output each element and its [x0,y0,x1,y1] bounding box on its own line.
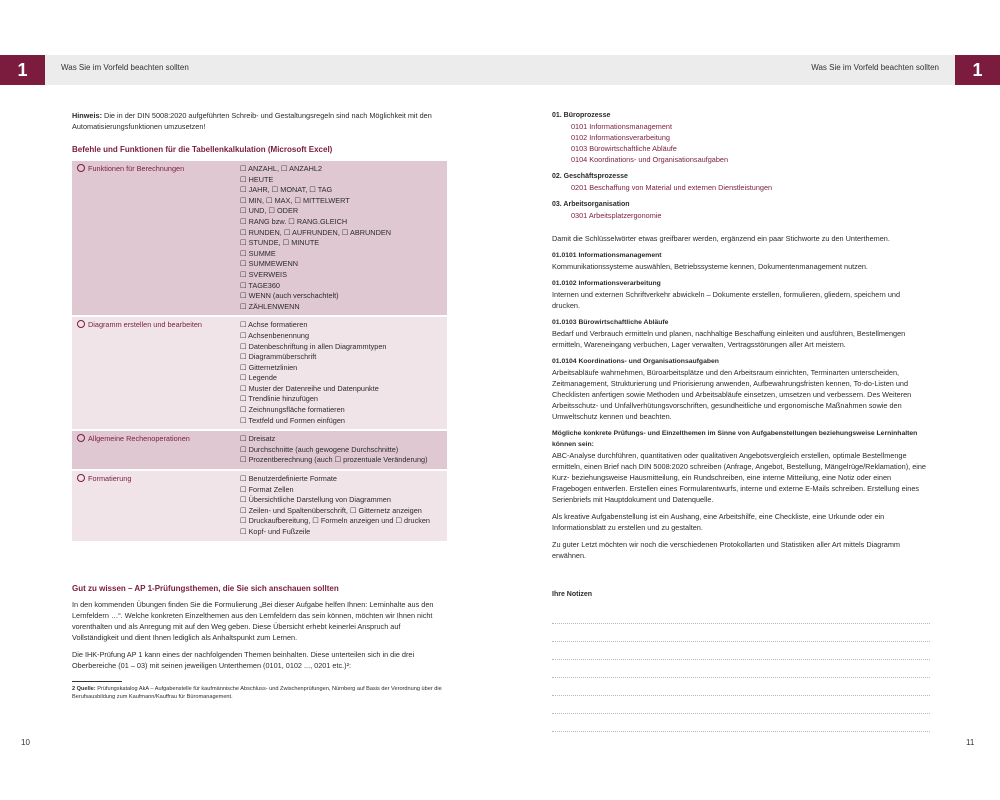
area-item: 0201 Beschaffung von Material und externen Dienstleistungen [571,183,773,192]
checklist-item: ☐ JAHR, ☐ MONAT, ☐ TAG [240,185,333,195]
category-cell [72,430,235,470]
closing-paragraph: Zu guter Letzt möchten wir noch die verschiedenen Protokollarten und Statistiken aller Art mittels Diagramm erwähnen. [552,540,900,560]
table-row [72,316,447,430]
area-item: 0104 Koordinations- und Organisationsaufgaben [571,155,728,164]
checklist-item: ☐ Achse formatieren [240,320,308,330]
checklist-item: ☐ Zeilen- und Spaltenüberschrift, ☐ Gitternetz anzeigen [240,505,422,515]
footnote [72,685,447,701]
footnote-label: 2 Quelle: [72,685,96,692]
topic-text: Kommunikationssysteme auswählen, Betriebssysteme kennen, Dokumentenmanagement nutzen. [552,262,868,271]
checklist-item: ☐ Muster der Datenreihe und Datenpunkte [240,383,379,393]
items-cell [235,316,447,430]
running-header-left: Was Sie im Vorfeld beachten sollten [61,63,189,72]
page-number-right: 11 [966,738,975,747]
running-header-right: Was Sie im Vorfeld beachten sollten [811,63,939,72]
category-cell [72,316,235,430]
area-items [552,121,930,165]
right-page-content [552,110,930,732]
area-item: 0103 Bürowirtschaftliche Abläufe [571,144,677,153]
topic-text: ABC-Analyse durchführen, quantitativen oder qualitativen Angebotsvergleich erstellen, optimale Bestellmenge ermitteln, einen Brief nach DIN 5008:2020 schreiben (Anfrage, Angebot, Bestellung, Mängelrüge/Reklamation), eine Kurz- beziehungsweise Hausmitteilung, ein Rundschreiben, eine interne Mitteilung, eine Notiz oder einen Fragebogen entwerfen. Erstellen eines Formularentwurfs, interne und externe E-Mails schreiben. Erstellung eines Serienbriefs mit Hauptdokument und Datenquelle. [552,451,926,504]
radio-circle-icon [77,164,85,172]
checklist-item: ☐ Gitternetzlinien [240,362,298,372]
items-cell [235,470,447,542]
radio-circle-icon [77,320,85,328]
checklist-item: ☐ ANZAHL, ☐ ANZAHL2 [240,164,323,173]
table-row [72,470,447,542]
checklist-item: ☐ TAGE360 [240,280,280,290]
topic-text: Internen und externen Schriftverkehr abwickeln – Dokumente erstellen, formulieren, gliedern, speichern und drucken. [552,290,901,310]
good-to-know-heading: Gut zu wissen – AP 1-Prüfungsthemen, die Sie sich anschauen sollten [72,583,339,593]
checklist-item: ☐ RANG bzw. ☐ RANG.GLEICH [240,216,348,226]
area-item: 0301 Arbeitsplatzergonomie [571,211,662,220]
area-item: 0101 Informationsmanagement [571,122,673,131]
checklist-item: ☐ Zeichnungsfläche formatieren [240,405,345,415]
topic-heading: 01.0104 Koordinations- und Organisationsaufgaben [552,358,719,365]
checklist-item: ☐ ZÄHLENWENN [240,301,300,311]
checklist-item: ☐ UND, ☐ ODER [240,206,299,216]
page-number-left: 10 [21,738,30,747]
checklist-item: ☐ Format Zellen [240,484,294,494]
items-cell [235,161,447,316]
checklist-item: ☐ Datenbeschriftung in allen Diagrammtypen [240,341,387,351]
left-page-content [72,110,447,701]
category-label: Diagramm erstellen und bearbeiten [88,320,202,330]
note-line[interactable] [552,660,930,678]
hint-label: Hinweis: [72,111,103,120]
checklist-item: ☐ Kopf- und Fußzeile [240,527,311,536]
checklist-item: ☐ Trendlinie hinzufügen [240,394,318,404]
area-items [552,182,930,193]
checklist-item: ☐ Prozentberechnung (auch ☐ prozentuale Veränderung) [240,455,428,465]
table-row [72,161,447,316]
checklist-item: ☐ SVERWEIS [240,269,287,279]
area-title: 01. Büroprozesse [552,112,611,119]
note-line[interactable] [552,624,930,642]
area-items [552,210,930,221]
topic-heading: 01.0101 Informationsmanagement [552,252,662,259]
topic-text: Arbeitsabläufe wahrnehmen, Büroarbeitsplätze und den Arbeitsraum einrichten, Terminarten unterscheiden, Zeitmanagement, Strukturierung und Priorisierung anwenden, Aufbewahrungsfristen kennen, To-do-Listen und Checklisten anfertigen sowie Methoden und Arbeitsabläufe einsetzen, umsetzen und verbessern. Des Weiteren Arbeitsschutz- und Unfallverhütungsvorschriften, gesundheitliche und ergonomische Maßnahmen sowie den Umweltschutz kennen und beachten. [552,368,912,421]
note-line[interactable] [552,696,930,714]
radio-circle-icon [77,434,85,442]
radio-circle-icon [77,474,85,482]
intro-paragraph: Damit die Schlüsselwörter etwas greifbarer werden, ergänzend ein paar Stichworte zu den Unterthemen. [552,234,890,243]
checklist-item: ☐ Dreisatz [240,434,276,444]
category-cell [72,470,235,542]
note-line[interactable] [552,714,930,732]
category-label: Allgemeine Rechenoperationen [88,434,190,444]
checklist-item: ☐ Textfeld und Formen einfügen [240,415,345,425]
checklist-item: ☐ WENN (auch verschachtelt) [240,291,339,301]
hint-text: Die in der DIN 5008:2020 aufgeführten Schreib- und Gestaltungsregeln sind nach Möglichkeit mit den Automatisierungsfunktionen umzusetzen! [72,111,432,131]
note-line[interactable] [552,642,930,660]
category-label: Formatierung [88,474,132,484]
topic-heading: 01.0103 Bürowirtschaftliche Abläufe [552,319,669,326]
chapter-number-right: 1 [955,55,1000,85]
topic-heading: 01.0102 Informationsverarbeitung [552,280,661,287]
area-title: 03. Arbeitsorganisation [552,201,630,208]
table-row [72,430,447,470]
checklist-item: ☐ Diagrammüberschrift [240,352,317,362]
topic-heading: Mögliche konkrete Prüfungs- und Einzelthemen im Sinne von Aufgabenstellungen beziehungsweise Lerninhalten können sein: [552,430,918,448]
category-cell [72,161,235,316]
checklist-item: ☐ RUNDEN, ☐ AUFRUNDEN, ☐ ABRUNDEN [240,227,391,237]
topic-text: Bedarf und Verbrauch ermitteln und planen, nachhaltige Beschaffung einleiten und ausführen, Bestellmengen ermitteln, Wareneingang verbuchen, Lager verwalten, Vertragsstörungen aller Art meistern. [552,329,906,349]
checklist-item: ☐ Druckaufbereitung, ☐ Formeln anzeigen und ☐ drucken [240,516,430,526]
function-table [72,161,447,543]
checklist-item: ☐ HEUTE [240,174,274,184]
chapter-number-left: 1 [0,55,45,85]
note-line[interactable] [552,606,930,624]
checklist-item: ☐ Achsenbenennung [240,330,310,340]
checklist-item: ☐ SUMME [240,248,276,258]
notes-title: Ihre Notizen [552,591,593,598]
area-title: 02. Geschäftsprozesse [552,173,628,180]
checklist-item: ☐ MIN, ☐ MAX, ☐ MITTELWERT [240,195,350,205]
footnote-divider [72,681,122,682]
checklist-item: ☐ SUMMEWENN [240,259,299,269]
category-label: Funktionen für Berechnungen [88,164,185,173]
note-line[interactable] [552,678,930,696]
hint-paragraph [72,110,447,132]
footnote-text: Prüfungskatalog AkA – Aufgabenstelle für kaufmännische Abschluss- und Zwischenprüfungen, Nürnberg auf Basis der Verordnung über die Berufsausbildung zum Kaufmann/Kauffrau für Büromanagement. [72,685,442,700]
items-cell [235,430,447,470]
notes-lines [552,606,930,732]
table-heading: Befehle und Funktionen für die Tabellenkalkulation (Microsoft Excel) [72,145,333,154]
checklist-item: ☐ Legende [240,373,277,383]
creative-paragraph: Als kreative Aufgabenstellung ist ein Aushang, eine Arbeitshilfe, eine Checkliste, eine Urkunde oder ein Informationsblatt zu erstellen und zu gestalten. [552,512,885,532]
checklist-item: ☐ Durchschnitte (auch gewogene Durchschnitte) [240,444,399,454]
area-item: 0102 Informationsverarbeitung [571,133,670,142]
exam-intro-paragraph: Die IHK-Prüfung AP 1 kann eines der nachfolgenden Themen beinhalten. Diese unterteilen sich in die drei Oberbereiche (01 – 03) mit seinen jeweiligen Unterthemen (0101, 0102 ..., 0201 etc.)²: [72,649,415,670]
checklist-item: ☐ STUNDE, ☐ MINUTE [240,238,320,248]
good-to-know-paragraph: In den kommenden Übungen finden Sie die Formulierung „Bei dieser Aufgabe helfen Ihnen: Lerninhalte aus den Lernfeldern …“. Welche konkreten Einzelthemen aus den Lernfeldern das sein können, möchten wir Ihnen nicht vorenthalten und als Anregung mit auf den Weg geben. Diese Übersicht erhebt keinerlei Anspruch auf Vollständigkeit und dient Ihnen lediglich als Anhaltspunkt zum Lernen. [72,599,434,642]
checklist-item: ☐ Benutzerdefinierte Formate [240,474,337,484]
checklist-item: ☐ Übersichtliche Darstellung von Diagrammen [240,495,391,505]
